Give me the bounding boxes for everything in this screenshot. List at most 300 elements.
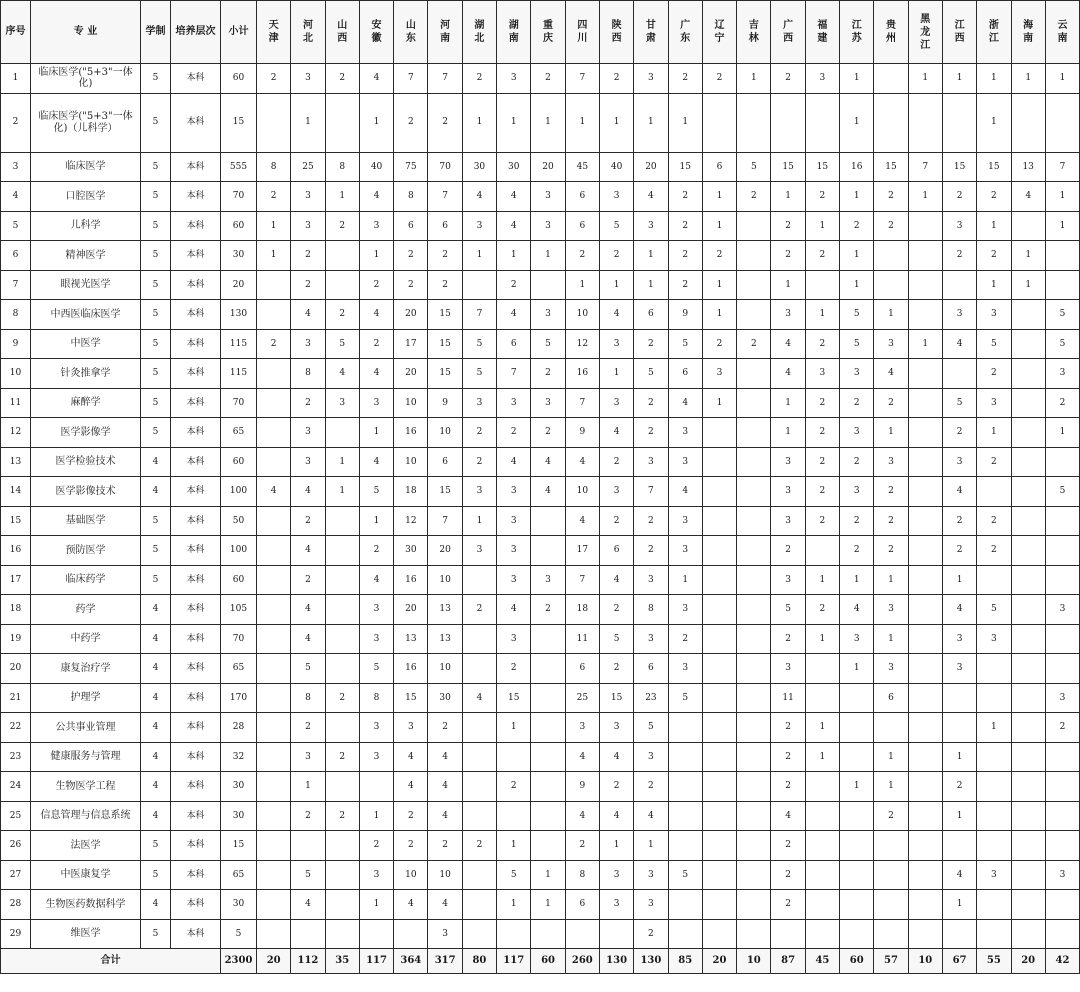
cell-years: 4 xyxy=(141,801,171,831)
table-row xyxy=(1,683,1080,713)
table-row xyxy=(1,772,1080,802)
cell-province-count: 15 xyxy=(428,359,462,389)
cell-province-count: 3 xyxy=(497,64,531,94)
total-province-count: 60 xyxy=(840,949,874,974)
total-subtotal: 2300 xyxy=(221,949,257,974)
cell-province-count: 7 xyxy=(428,64,462,94)
cell-province-count: 3 xyxy=(565,713,599,743)
cell-province-count: 1 xyxy=(359,93,393,152)
cell-province-count: 1 xyxy=(908,64,942,94)
cell-province-count: 6 xyxy=(428,211,462,241)
cell-province-count: 4 xyxy=(462,683,496,713)
cell-province-count: 20 xyxy=(428,536,462,566)
cell-major: 信息管理与信息系统 xyxy=(31,801,141,831)
table-row xyxy=(1,919,1080,949)
cell-province-count xyxy=(531,831,565,861)
cell-province-count: 5 xyxy=(840,329,874,359)
cell-province-count: 7 xyxy=(394,64,428,94)
cell-province-count: 4 xyxy=(942,595,976,625)
cell-province-count: 8 xyxy=(359,683,393,713)
cell-province-count: 1 xyxy=(977,93,1011,152)
cell-province-count: 25 xyxy=(565,683,599,713)
cell-level: 本科 xyxy=(171,919,221,949)
cell-province-count: 20 xyxy=(634,152,668,182)
cell-province-count xyxy=(908,772,942,802)
cell-province-count: 1 xyxy=(1011,270,1045,300)
header-province xyxy=(1011,1,1045,64)
cell-province-count: 3 xyxy=(291,211,325,241)
cell-province-count: 6 xyxy=(497,329,531,359)
cell-province-count: 3 xyxy=(599,860,633,890)
cell-province-count xyxy=(1011,772,1045,802)
cell-province-count xyxy=(977,831,1011,861)
cell-province-count xyxy=(1011,536,1045,566)
cell-province-count: 2 xyxy=(771,831,805,861)
total-province-count: 20 xyxy=(702,949,736,974)
cell-province-count: 2 xyxy=(668,64,702,94)
cell-province-count: 2 xyxy=(942,182,976,212)
cell-province-count xyxy=(325,772,359,802)
header-province xyxy=(394,1,428,64)
cell-province-count xyxy=(531,624,565,654)
cell-province-count: 1 xyxy=(977,64,1011,94)
cell-province-count: 4 xyxy=(462,182,496,212)
cell-province-count: 1 xyxy=(497,890,531,920)
cell-province-count xyxy=(702,919,736,949)
cell-province-count: 2 xyxy=(874,801,908,831)
cell-province-count xyxy=(291,919,325,949)
cell-province-count xyxy=(805,270,839,300)
table-row xyxy=(1,536,1080,566)
cell-province-count: 4 xyxy=(359,447,393,477)
cell-province-count: 5 xyxy=(634,713,668,743)
cell-province-count: 15 xyxy=(394,683,428,713)
cell-province-count: 4 xyxy=(531,477,565,507)
cell-province-count: 2 xyxy=(634,506,668,536)
cell-province-count: 3 xyxy=(634,890,668,920)
cell-province-count xyxy=(942,831,976,861)
cell-level: 本科 xyxy=(171,890,221,920)
cell-level: 本科 xyxy=(171,359,221,389)
cell-major: 临床药学 xyxy=(31,565,141,595)
cell-province-count xyxy=(257,418,291,448)
cell-province-count: 4 xyxy=(394,742,428,772)
cell-province-count: 15 xyxy=(668,152,702,182)
cell-province-count xyxy=(702,506,736,536)
cell-province-count: 3 xyxy=(942,211,976,241)
cell-province-count xyxy=(257,919,291,949)
cell-province-count: 2 xyxy=(291,388,325,418)
cell-seq: 11 xyxy=(1,388,31,418)
cell-province-count: 2 xyxy=(977,506,1011,536)
cell-province-count: 1 xyxy=(531,890,565,920)
cell-province-count: 18 xyxy=(394,477,428,507)
cell-province-count: 15 xyxy=(428,300,462,330)
cell-province-count: 7 xyxy=(565,64,599,94)
total-label: 合计 xyxy=(1,949,221,974)
cell-province-count: 6 xyxy=(565,211,599,241)
cell-province-count: 3 xyxy=(771,300,805,330)
province-label: 安徽 xyxy=(371,20,382,44)
table-row xyxy=(1,595,1080,625)
cell-seq: 5 xyxy=(1,211,31,241)
cell-province-count xyxy=(1011,93,1045,152)
cell-province-count xyxy=(531,801,565,831)
cell-level: 本科 xyxy=(171,64,221,94)
cell-province-count: 2 xyxy=(771,890,805,920)
cell-province-count xyxy=(805,801,839,831)
cell-major: 儿科学 xyxy=(31,211,141,241)
table-row xyxy=(1,152,1080,182)
cell-major: 眼视光医学 xyxy=(31,270,141,300)
cell-province-count: 2 xyxy=(668,211,702,241)
cell-province-count: 16 xyxy=(565,359,599,389)
cell-province-count xyxy=(668,713,702,743)
cell-seq: 14 xyxy=(1,477,31,507)
cell-province-count: 2 xyxy=(599,64,633,94)
cell-province-count xyxy=(291,831,325,861)
header-province xyxy=(565,1,599,64)
header-province xyxy=(942,1,976,64)
cell-province-count xyxy=(771,93,805,152)
cell-province-count xyxy=(599,919,633,949)
cell-province-count xyxy=(840,890,874,920)
cell-province-count: 4 xyxy=(291,300,325,330)
table-row xyxy=(1,329,1080,359)
cell-subtotal: 70 xyxy=(221,624,257,654)
cell-province-count: 4 xyxy=(359,565,393,595)
cell-province-count xyxy=(325,713,359,743)
cell-province-count xyxy=(805,860,839,890)
cell-province-count: 2 xyxy=(462,418,496,448)
cell-province-count xyxy=(702,93,736,152)
cell-province-count: 16 xyxy=(394,565,428,595)
cell-province-count xyxy=(737,831,771,861)
cell-province-count xyxy=(874,64,908,94)
cell-province-count: 2 xyxy=(428,93,462,152)
cell-province-count: 3 xyxy=(1045,860,1079,890)
cell-province-count: 1 xyxy=(565,93,599,152)
cell-province-count xyxy=(702,654,736,684)
table-row xyxy=(1,831,1080,861)
cell-province-count xyxy=(942,93,976,152)
cell-province-count xyxy=(874,713,908,743)
cell-province-count: 4 xyxy=(291,536,325,566)
cell-province-count xyxy=(942,359,976,389)
cell-province-count xyxy=(1045,565,1079,595)
cell-province-count: 2 xyxy=(977,359,1011,389)
cell-province-count: 1 xyxy=(805,624,839,654)
cell-province-count: 18 xyxy=(565,595,599,625)
cell-province-count: 1 xyxy=(599,270,633,300)
cell-province-count: 10 xyxy=(428,860,462,890)
cell-province-count xyxy=(977,683,1011,713)
cell-province-count xyxy=(1011,919,1045,949)
total-province-count: 20 xyxy=(1011,949,1045,974)
cell-province-count: 2 xyxy=(702,64,736,94)
cell-province-count: 3 xyxy=(359,388,393,418)
cell-province-count: 40 xyxy=(359,152,393,182)
cell-province-count: 2 xyxy=(840,388,874,418)
cell-province-count: 1 xyxy=(977,211,1011,241)
cell-province-count: 8 xyxy=(257,152,291,182)
cell-level: 本科 xyxy=(171,300,221,330)
cell-province-count: 7 xyxy=(634,477,668,507)
cell-years: 4 xyxy=(141,447,171,477)
cell-province-count: 2 xyxy=(634,772,668,802)
total-province-count: 20 xyxy=(257,949,291,974)
cell-province-count: 1 xyxy=(874,418,908,448)
cell-province-count xyxy=(257,93,291,152)
header-seq: 序号 xyxy=(1,1,31,64)
cell-province-count xyxy=(737,388,771,418)
cell-province-count xyxy=(531,919,565,949)
cell-level: 本科 xyxy=(171,713,221,743)
cell-major: 精神医学 xyxy=(31,241,141,271)
cell-province-count: 25 xyxy=(291,152,325,182)
cell-province-count: 2 xyxy=(462,447,496,477)
cell-province-count: 8 xyxy=(634,595,668,625)
province-label: 四川 xyxy=(577,20,588,44)
cell-seq: 26 xyxy=(1,831,31,861)
cell-province-count: 3 xyxy=(771,565,805,595)
cell-province-count: 8 xyxy=(394,182,428,212)
cell-province-count: 12 xyxy=(394,506,428,536)
cell-province-count: 4 xyxy=(291,477,325,507)
header-province xyxy=(325,1,359,64)
cell-province-count xyxy=(908,536,942,566)
cell-province-count xyxy=(325,595,359,625)
cell-province-count: 7 xyxy=(1045,152,1079,182)
cell-province-count: 6 xyxy=(634,654,668,684)
table-row xyxy=(1,506,1080,536)
cell-province-count xyxy=(462,860,496,890)
cell-level: 本科 xyxy=(171,742,221,772)
cell-province-count: 2 xyxy=(394,831,428,861)
cell-province-count: 3 xyxy=(531,565,565,595)
table-row xyxy=(1,801,1080,831)
cell-province-count xyxy=(325,241,359,271)
cell-province-count: 9 xyxy=(565,418,599,448)
cell-province-count: 1 xyxy=(702,300,736,330)
cell-province-count: 4 xyxy=(291,595,325,625)
cell-province-count xyxy=(702,683,736,713)
cell-province-count: 1 xyxy=(325,477,359,507)
cell-province-count: 3 xyxy=(497,477,531,507)
cell-province-count: 1 xyxy=(840,565,874,595)
cell-province-count: 2 xyxy=(257,182,291,212)
cell-province-count: 3 xyxy=(291,742,325,772)
cell-years: 4 xyxy=(141,477,171,507)
cell-province-count xyxy=(908,359,942,389)
cell-province-count xyxy=(805,890,839,920)
cell-province-count: 4 xyxy=(599,300,633,330)
cell-province-count: 2 xyxy=(805,447,839,477)
cell-province-count xyxy=(325,565,359,595)
cell-province-count: 3 xyxy=(668,418,702,448)
cell-level: 本科 xyxy=(171,595,221,625)
cell-province-count xyxy=(737,418,771,448)
cell-province-count: 15 xyxy=(942,152,976,182)
cell-province-count xyxy=(840,713,874,743)
cell-province-count: 7 xyxy=(428,506,462,536)
cell-province-count: 4 xyxy=(840,595,874,625)
cell-province-count xyxy=(805,683,839,713)
cell-province-count: 4 xyxy=(497,447,531,477)
cell-level: 本科 xyxy=(171,624,221,654)
cell-province-count xyxy=(702,624,736,654)
cell-province-count: 1 xyxy=(908,329,942,359)
cell-seq: 16 xyxy=(1,536,31,566)
cell-province-count: 3 xyxy=(840,477,874,507)
table-row xyxy=(1,64,1080,94)
cell-province-count: 4 xyxy=(359,64,393,94)
cell-province-count: 4 xyxy=(359,359,393,389)
cell-province-count: 2 xyxy=(805,182,839,212)
cell-province-count xyxy=(325,506,359,536)
header-major: 专 业 xyxy=(31,1,141,64)
cell-major: 中医学 xyxy=(31,329,141,359)
cell-province-count xyxy=(1011,742,1045,772)
cell-province-count: 3 xyxy=(291,182,325,212)
cell-province-count xyxy=(531,506,565,536)
cell-subtotal: 32 xyxy=(221,742,257,772)
cell-province-count xyxy=(1011,565,1045,595)
cell-province-count: 3 xyxy=(599,713,633,743)
cell-province-count: 5 xyxy=(599,211,633,241)
province-label: 吉林 xyxy=(748,20,759,44)
cell-province-count: 2 xyxy=(394,241,428,271)
cell-province-count: 30 xyxy=(497,152,531,182)
cell-level: 本科 xyxy=(171,683,221,713)
total-province-count: 130 xyxy=(634,949,668,974)
cell-province-count xyxy=(702,742,736,772)
cell-province-count: 2 xyxy=(325,801,359,831)
cell-major: 健康服务与管理 xyxy=(31,742,141,772)
header-province xyxy=(840,1,874,64)
cell-province-count: 3 xyxy=(325,388,359,418)
cell-province-count xyxy=(908,93,942,152)
cell-province-count: 1 xyxy=(634,93,668,152)
cell-province-count: 2 xyxy=(942,506,976,536)
cell-province-count: 10 xyxy=(394,860,428,890)
cell-province-count: 4 xyxy=(599,418,633,448)
cell-province-count: 10 xyxy=(394,447,428,477)
cell-province-count: 1 xyxy=(1045,211,1079,241)
cell-years: 5 xyxy=(141,270,171,300)
cell-province-count: 3 xyxy=(531,300,565,330)
cell-province-count xyxy=(462,890,496,920)
cell-province-count: 2 xyxy=(497,418,531,448)
cell-province-count: 2 xyxy=(359,831,393,861)
cell-province-count: 3 xyxy=(668,536,702,566)
cell-province-count xyxy=(908,300,942,330)
table-body xyxy=(1,64,1080,949)
cell-province-count xyxy=(257,270,291,300)
cell-province-count: 1 xyxy=(942,742,976,772)
cell-seq: 29 xyxy=(1,919,31,949)
cell-province-count: 10 xyxy=(565,477,599,507)
cell-province-count: 3 xyxy=(634,565,668,595)
cell-years: 5 xyxy=(141,359,171,389)
cell-subtotal: 5 xyxy=(221,919,257,949)
cell-years: 4 xyxy=(141,624,171,654)
cell-province-count: 2 xyxy=(634,536,668,566)
cell-province-count: 2 xyxy=(394,801,428,831)
cell-province-count: 2 xyxy=(840,447,874,477)
cell-province-count: 1 xyxy=(977,270,1011,300)
cell-province-count: 4 xyxy=(531,447,565,477)
cell-province-count: 3 xyxy=(497,388,531,418)
total-province-count: 67 xyxy=(942,949,976,974)
cell-level: 本科 xyxy=(171,506,221,536)
cell-province-count: 5 xyxy=(1045,329,1079,359)
cell-province-count: 15 xyxy=(805,152,839,182)
cell-province-count: 3 xyxy=(599,329,633,359)
cell-province-count: 5 xyxy=(977,595,1011,625)
cell-province-count: 2 xyxy=(771,772,805,802)
cell-province-count: 1 xyxy=(497,713,531,743)
cell-province-count: 1 xyxy=(805,211,839,241)
cell-province-count xyxy=(565,919,599,949)
cell-major: 针灸推拿学 xyxy=(31,359,141,389)
cell-province-count: 10 xyxy=(565,300,599,330)
cell-province-count xyxy=(257,536,291,566)
cell-province-count: 2 xyxy=(874,477,908,507)
cell-province-count xyxy=(942,919,976,949)
cell-province-count xyxy=(668,890,702,920)
total-province-count: 45 xyxy=(805,949,839,974)
cell-province-count xyxy=(257,388,291,418)
cell-province-count: 3 xyxy=(840,418,874,448)
total-province-count: 60 xyxy=(531,949,565,974)
cell-subtotal: 60 xyxy=(221,565,257,595)
cell-seq: 18 xyxy=(1,595,31,625)
cell-province-count: 5 xyxy=(771,595,805,625)
cell-subtotal: 65 xyxy=(221,418,257,448)
province-label: 江西 xyxy=(954,20,965,44)
province-label: 湖北 xyxy=(474,20,485,44)
cell-seq: 12 xyxy=(1,418,31,448)
province-label: 山东 xyxy=(405,20,416,44)
cell-major: 中西医临床医学 xyxy=(31,300,141,330)
cell-years: 4 xyxy=(141,742,171,772)
cell-province-count: 13 xyxy=(1011,152,1045,182)
cell-province-count: 2 xyxy=(359,329,393,359)
cell-province-count xyxy=(257,565,291,595)
cell-province-count xyxy=(908,388,942,418)
cell-province-count: 1 xyxy=(634,270,668,300)
province-label: 重庆 xyxy=(543,20,554,44)
cell-province-count: 10 xyxy=(428,418,462,448)
cell-province-count: 45 xyxy=(565,152,599,182)
total-province-count: 10 xyxy=(908,949,942,974)
cell-province-count xyxy=(1011,300,1045,330)
cell-province-count xyxy=(737,801,771,831)
cell-province-count: 1 xyxy=(497,831,531,861)
cell-province-count: 4 xyxy=(325,359,359,389)
cell-province-count xyxy=(737,742,771,772)
cell-major: 临床医学("5+3"一体化)（儿科学） xyxy=(31,93,141,152)
cell-province-count xyxy=(1011,801,1045,831)
cell-province-count xyxy=(1011,447,1045,477)
cell-province-count: 6 xyxy=(565,182,599,212)
cell-province-count: 2 xyxy=(462,64,496,94)
cell-province-count: 1 xyxy=(668,565,702,595)
cell-level: 本科 xyxy=(171,270,221,300)
cell-province-count: 3 xyxy=(977,860,1011,890)
cell-province-count xyxy=(257,624,291,654)
